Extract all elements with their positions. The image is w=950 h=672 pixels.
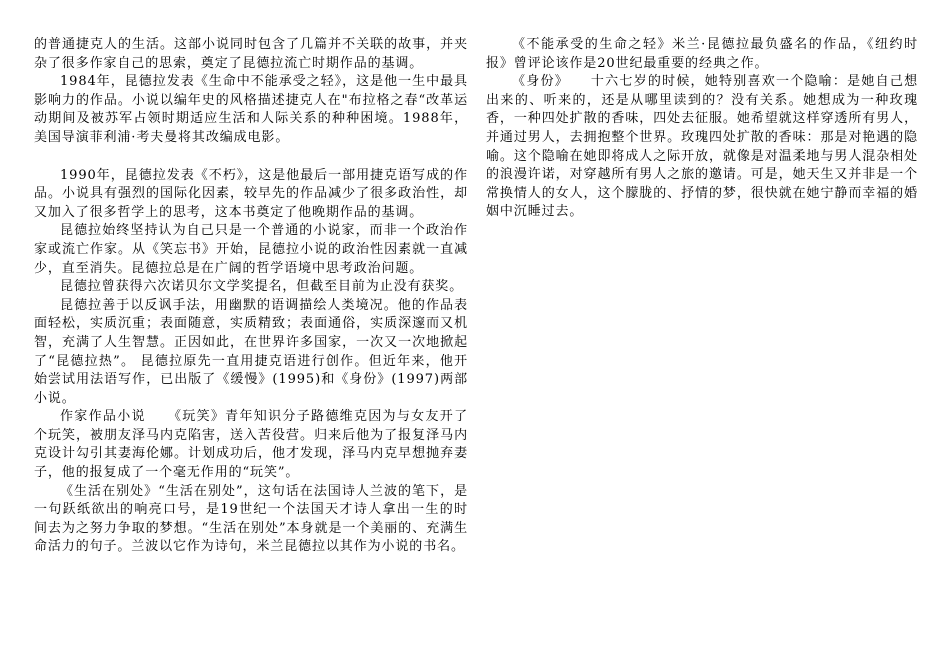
- left-column: [34, 36, 468, 557]
- paragraph: 《生活在别处》“生活在别处”，这句话在法国诗人兰波的笔下，是一句跃纸欲出的响亮口号，是19世纪一个法国天才诗人拿出一生的时间去为之努力争取的梦想。“生活在别处”本身就是一个美丽的、充满生命活力的句子。兰波以它作为诗句，米兰昆德拉以其作为小说的书名。: [34, 483, 468, 555]
- right-column: [486, 36, 918, 222]
- paragraph: 《不能承受的生命之轻》米兰·昆德拉最负盛名的作品，《纽约时报》曾评论该作是20世纪最重要的经典之作。: [486, 37, 918, 71]
- paragraph: 昆德拉曾获得六次诺贝尔文学奖提名，但截至目前为止没有获奖。: [60, 279, 464, 295]
- paragraph: 昆德拉善于以反讽手法，用幽默的语调描绘人类境况。他的作品表面轻松，实质沉重；表面随意，实质精致；表面通俗，实质深邃而又机智，充满了人生智慧。正因如此，在世界许多国家，一次又一次地掀起了“昆德拉热”。 昆德拉原先一直用捷克语进行创作。但近年来，他开始尝试用法语写作，已出版了《缓慢》(1995)和《身份》(1997)两部小说。: [34, 297, 468, 406]
- paragraph: 1984年，昆德拉发表《生命中不能承受之轻》，这是他一生中最具影响力的作品。小说以编年史的风格描述捷克人在"布拉格之春“改革运动期间及被苏军占领时期适应生活和人际关系的种种困境。1988年，美国导演菲利浦·考夫曼将其改编成电影。: [34, 74, 468, 145]
- paragraph: 昆德拉始终坚持认为自己只是一个普通的小说家，而非一个政治作家或流亡作家。从《笑忘书》开始，昆德拉小说的政治性因素就一直减少，直至消失。昆德拉总是在广阔的哲学语境中思考政治问题。: [34, 223, 468, 276]
- paragraph: 的普通捷克人的生活。这部小说同时包含了几篇并不关联的故事，并夹杂了很多作家自己的思索，奠定了昆德拉流亡时期作品的基调。: [34, 37, 468, 71]
- paragraph: 1990年，昆德拉发表《不朽》，这是他最后一部用捷克语写成的作品。小说具有强烈的国际化因素，较早先的作品减少了很多政治性，却又加入了很多哲学上的思考，这本书奠定了他晚期作品的基调。: [34, 167, 468, 220]
- paragraph-gap: [34, 148, 468, 167]
- paragraph: 作家作品小说 《玩笑》青年知识分子路德维克因为与女友开了个玩笑，被朋友泽马内克陷害，送入苦役营。归来后他为了报复泽马内克设计勾引其妻海伦娜。计划成功后，他才发现，泽马内克早想抛弃妻子，他的报复成了一个毫无作用的“玩笑”。: [34, 409, 468, 481]
- paragraph: 《身份》 十六七岁的时候，她特别喜欢一个隐喻：是她自己想出来的、听来的，还是从哪里读到的？没有关系。她想成为一种玫瑰香，一种四处扩散的香味，四处去征服。她希望就这样穿透所有男人，并通过男人，去拥抱整个世界。玫瑰四处扩散的香味：那是对艳遇的隐喻。这个隐喻在她即将成人之际开放，就像是对温柔地与男人混杂相处的浪漫许诺，对穿越所有男人之旅的邀请。可是，她天生又并非是一个常换情人的女人，这个朦胧的、抒情的梦，很快就在她宁静而幸福的婚姻中沉睡过去。: [486, 74, 918, 220]
